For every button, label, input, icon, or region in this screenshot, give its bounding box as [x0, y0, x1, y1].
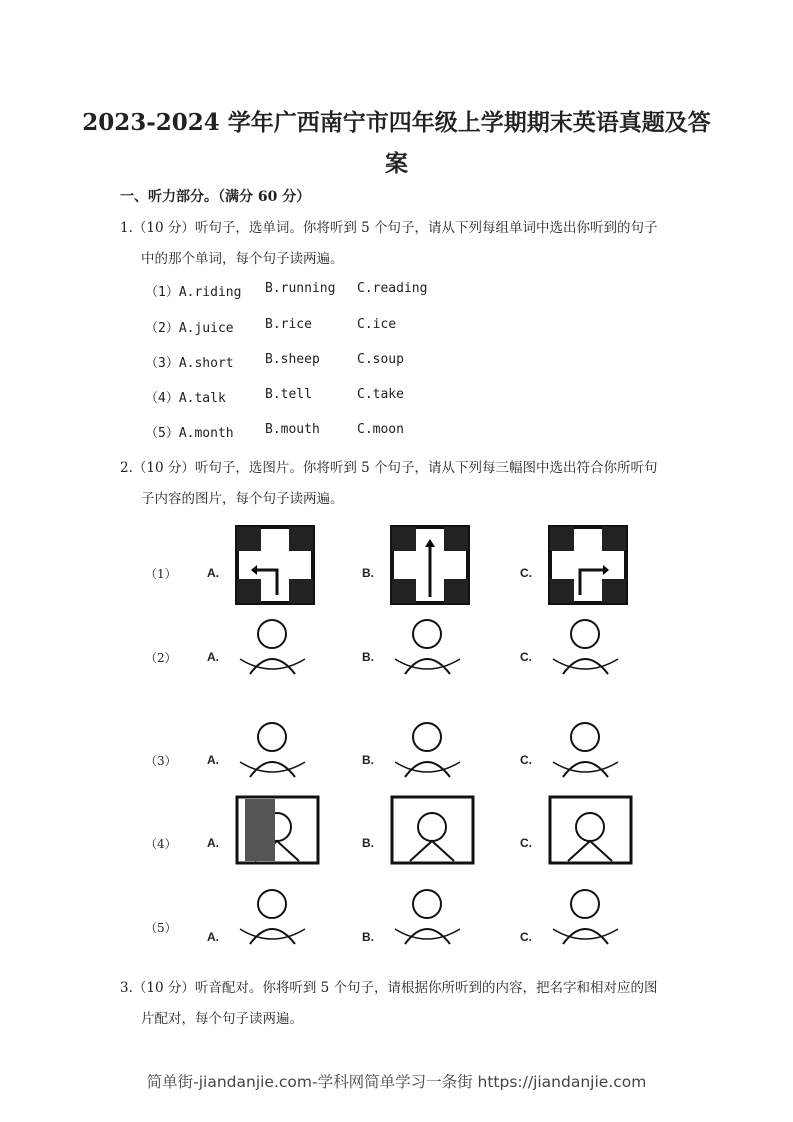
- q1-option-n: （5）A.month: [145, 426, 234, 441]
- q2-row-label: （1）: [145, 567, 177, 581]
- section-heading: 一、听力部分。（满分 60 分）: [120, 189, 311, 205]
- q2-choice-c: C.: [520, 753, 532, 767]
- q2-row-label: （4）: [145, 837, 177, 851]
- boy-reading-book-picture[interactable]: [548, 879, 623, 953]
- q1-option-n: （4）A.talk: [145, 391, 226, 406]
- q2-choice-a: A.: [207, 930, 219, 944]
- q2-row-label: （2）: [145, 651, 177, 665]
- q2-choice-a: A.: [207, 753, 219, 767]
- q3-line-1: 3.（10 分）听音配对。你将听到 5 个句子，请根据你所听到的内容，把名字和相对应的图: [120, 980, 658, 996]
- q1-line-2: 中的那个单词，每个句子读两遍。: [141, 251, 344, 267]
- q1-option-c: C.ice: [357, 317, 397, 332]
- juice-glass-picture[interactable]: [548, 609, 623, 683]
- girl-jumping-rope-picture[interactable]: [235, 712, 310, 786]
- q3-line-2: 片配对，每个句子读两遍。: [141, 1011, 303, 1027]
- q2-choice-c: C.: [520, 836, 532, 850]
- q1-option-b: B.sheep: [265, 352, 320, 367]
- monkey-with-bananas-picture[interactable]: [390, 795, 475, 869]
- beach-scene-picture[interactable]: [390, 879, 465, 953]
- q2-choice-b: B.: [362, 566, 374, 580]
- q2-row-label: （3）: [145, 754, 177, 768]
- q2-choice-a: A.: [207, 650, 219, 664]
- q2-choice-a: A.: [207, 836, 219, 850]
- q2-row-label: （5）: [145, 921, 177, 935]
- q1-option-n: （2）A.juice: [145, 321, 234, 336]
- q1-option-b: B.mouth: [265, 422, 320, 437]
- q1-option-c: C.moon: [357, 422, 404, 437]
- footer-watermark: 简单街-jiandanjie.com-学科网简单学习一条街 https://jiandanjie.com: [146, 1073, 647, 1091]
- q1-line-1: 1.（10 分）听句子，选单词。你将听到 5 个句子，请从下列每组单词中选出你听到的句子: [120, 220, 658, 236]
- q2-line-2: 子内容的图片，每个句子读两遍。: [141, 491, 344, 507]
- q2-choice-a: A.: [207, 566, 219, 580]
- q2-choice-b: B.: [362, 930, 374, 944]
- q2-choice-b: B.: [362, 753, 374, 767]
- q2-choice-c: C.: [520, 650, 532, 664]
- tree-and-cat-picture[interactable]: [235, 795, 320, 869]
- q2-choice-b: B.: [362, 836, 374, 850]
- q1-option-b: B.rice: [265, 317, 312, 332]
- q2-choice-c: C.: [520, 930, 532, 944]
- road-right-turn-picture[interactable]: [548, 525, 628, 609]
- person-riding-horse-picture[interactable]: [548, 795, 633, 869]
- q2-choice-c: C.: [520, 566, 532, 580]
- road-straight-picture[interactable]: [390, 525, 470, 609]
- q2-choice-b: B.: [362, 650, 374, 664]
- rice-bowl-picture[interactable]: [235, 609, 310, 683]
- vegetable-basket-picture[interactable]: [390, 609, 465, 683]
- q1-option-b: B.running: [265, 281, 336, 296]
- q2-line-1: 2.（10 分）听句子，选图片。你将听到 5 个句子，请从下列每三幅图中选出符合你所听句: [120, 460, 658, 476]
- q1-option-n: （1）A.riding: [145, 285, 242, 300]
- q1-option-c: C.soup: [357, 352, 404, 367]
- q1-option-n: （3）A.short: [145, 356, 234, 371]
- girl-on-hill-picture[interactable]: [390, 712, 465, 786]
- title-line-2: 案: [385, 150, 408, 177]
- q1-option-b: B.tell: [265, 387, 312, 402]
- road-left-turn-picture[interactable]: [235, 525, 315, 609]
- girl-listening-music-picture[interactable]: [235, 879, 310, 953]
- girl-flying-kite-picture[interactable]: [548, 712, 623, 786]
- q1-option-c: C.reading: [357, 281, 428, 296]
- q1-option-c: C.take: [357, 387, 404, 402]
- title-line-1: 2023-2024 学年广西南宁市四年级上学期期末英语真题及答: [82, 109, 711, 136]
